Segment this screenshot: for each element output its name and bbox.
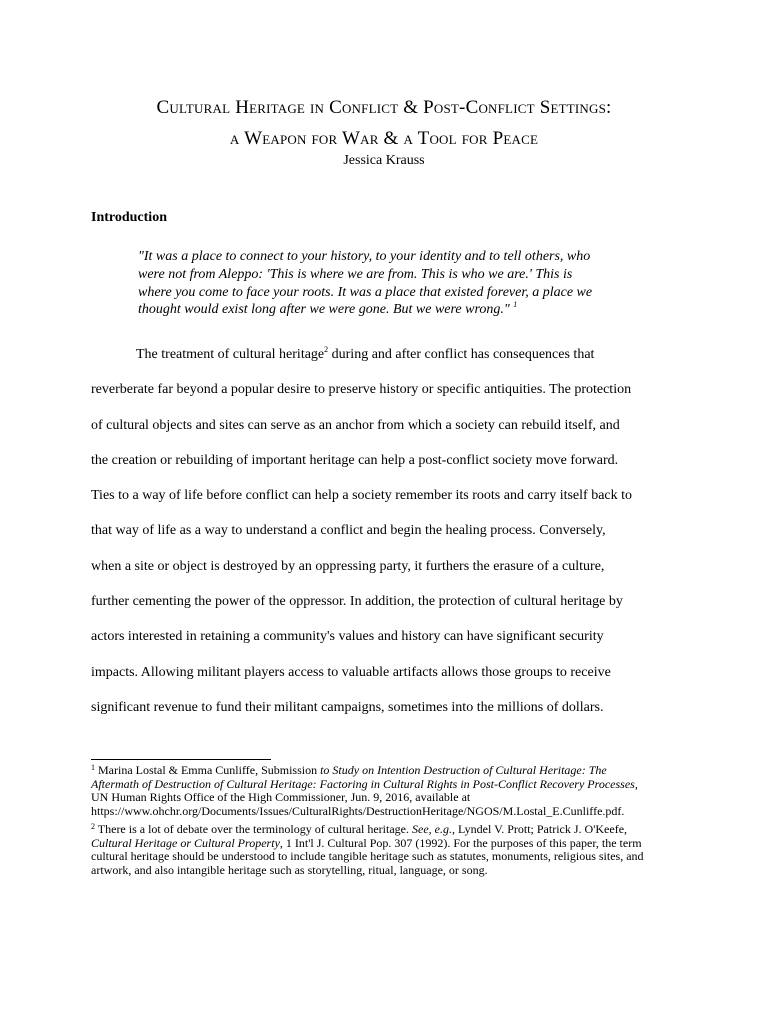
- paragraph-text: during and after conflict has consequences that: [328, 347, 595, 362]
- paper-title-line-2: a Weapon for War & a Tool for Peace: [229, 128, 539, 149]
- footnote-text: There is a lot of debate over the terminology of cultural heritage.: [95, 822, 412, 836]
- footnote-line: [91, 778, 691, 792]
- footnote-line: cultural heritage should be understood to include tangible heritage such as statutes, monuments, religious sites, and: [91, 849, 644, 863]
- section-heading-introduction: Introduction: [91, 210, 167, 225]
- footnote-line: UN Human Rights Office of the High Commissioner, Jun. 9, 2016, available at: [91, 790, 471, 804]
- paragraph-text: The treatment of cultural heritage: [136, 347, 325, 362]
- footnote-number: 2: [91, 822, 95, 831]
- footnote-separator: [91, 759, 271, 760]
- author-name: Jessica Krauss: [343, 153, 425, 168]
- paragraph-line: that way of life as a way to understand a conflict and begin the healing process. Conversely,: [91, 523, 606, 539]
- paragraph-line: the creation or rebuilding of important heritage can help a post-conflict society move forward.: [91, 452, 619, 468]
- footnote-cited-title: to Study on Intention Destruction of Cultural Heritage: The: [320, 763, 607, 777]
- paragraph-line: when a site or object is destroyed by an oppressing party, it furthers the erasure of a culture,: [91, 558, 605, 574]
- paragraph-line: significant revenue to fund their militant campaigns, sometimes into the millions of dollars.: [91, 699, 604, 715]
- footnote-url[interactable]: https://www.ohchr.org/Documents/Issues/CulturalRights/DestructionHeritage/NGOS/M.Lostal_E.Cunliffe.pdf.: [91, 803, 625, 818]
- paragraph-line: Ties to a way of life before conflict can help a society remember its roots and carry itself back to: [91, 488, 633, 504]
- introduction-paragraph: [91, 344, 681, 732]
- footnote-1: [91, 764, 691, 818]
- paragraph-line: impacts. Allowing militant players access to valuable artifacts allows those groups to receive: [91, 664, 611, 680]
- quote-line: where you come to face your roots. It was a place that existed forever, a place we: [138, 284, 593, 300]
- quote-line: [138, 301, 658, 319]
- footnote-ref-1[interactable]: 1: [513, 300, 518, 310]
- footnote-line: [91, 764, 691, 778]
- paragraph-line: reverberate far beyond a popular desire to preserve history or specific antiquities. The protection: [91, 382, 632, 398]
- quote-line-text: thought would exist long after we were gone. But we were wrong.": [138, 302, 510, 318]
- footnote-signal: See, e.g.,: [412, 822, 455, 836]
- footnote-ref-2[interactable]: 2: [324, 345, 329, 354]
- paper-title-line-1: Cultural Heritage in Conflict & Post-Conflict Settings:: [156, 97, 612, 118]
- quote-line: "It was a place to connect to your history, to your identity and to tell others, who: [138, 249, 591, 264]
- footnote-text: Lyndel V. Prott; Patrick J. O'Keefe,: [454, 822, 628, 836]
- footnote-cited-title: Aftermath of Destruction of Cultural Heritage: Factoring in Cultural Rights in Post-Conflict Recovery Processes,: [91, 776, 638, 791]
- footnote-number: 1: [91, 763, 95, 772]
- footnote-cited-title: Cultural Heritage or Cultural Property: [91, 835, 280, 850]
- quote-line: were not from Aleppo: 'This is where we are from. This is who we are.' This is: [138, 266, 573, 282]
- footnote-text: , 1 Int'l J. Cultural Pop. 307 (1992). For the purposes of this paper, the term: [279, 835, 642, 850]
- footnote-line: [91, 837, 691, 851]
- footnote-text: Marina Lostal & Emma Cunliffe, Submission: [95, 763, 321, 777]
- paragraph-line: actors interested in retaining a community's values and history can have significant security: [91, 629, 604, 645]
- footnotes: [91, 764, 691, 882]
- footnote-line: [91, 823, 691, 837]
- footnote-2: [91, 823, 691, 877]
- paragraph-line: further cementing the power of the oppressor. In addition, the protection of cultural heritage by: [91, 594, 623, 610]
- epigraph-quote: [138, 248, 658, 319]
- paragraph-line: of cultural objects and sites can serve as an anchor from which a society can rebuild itself, and: [91, 417, 620, 433]
- paragraph-line: [91, 344, 681, 379]
- footnote-line: artwork, and also intangible heritage such as storytelling, ritual, language, or song.: [91, 862, 488, 877]
- title-block: [0, 92, 768, 170]
